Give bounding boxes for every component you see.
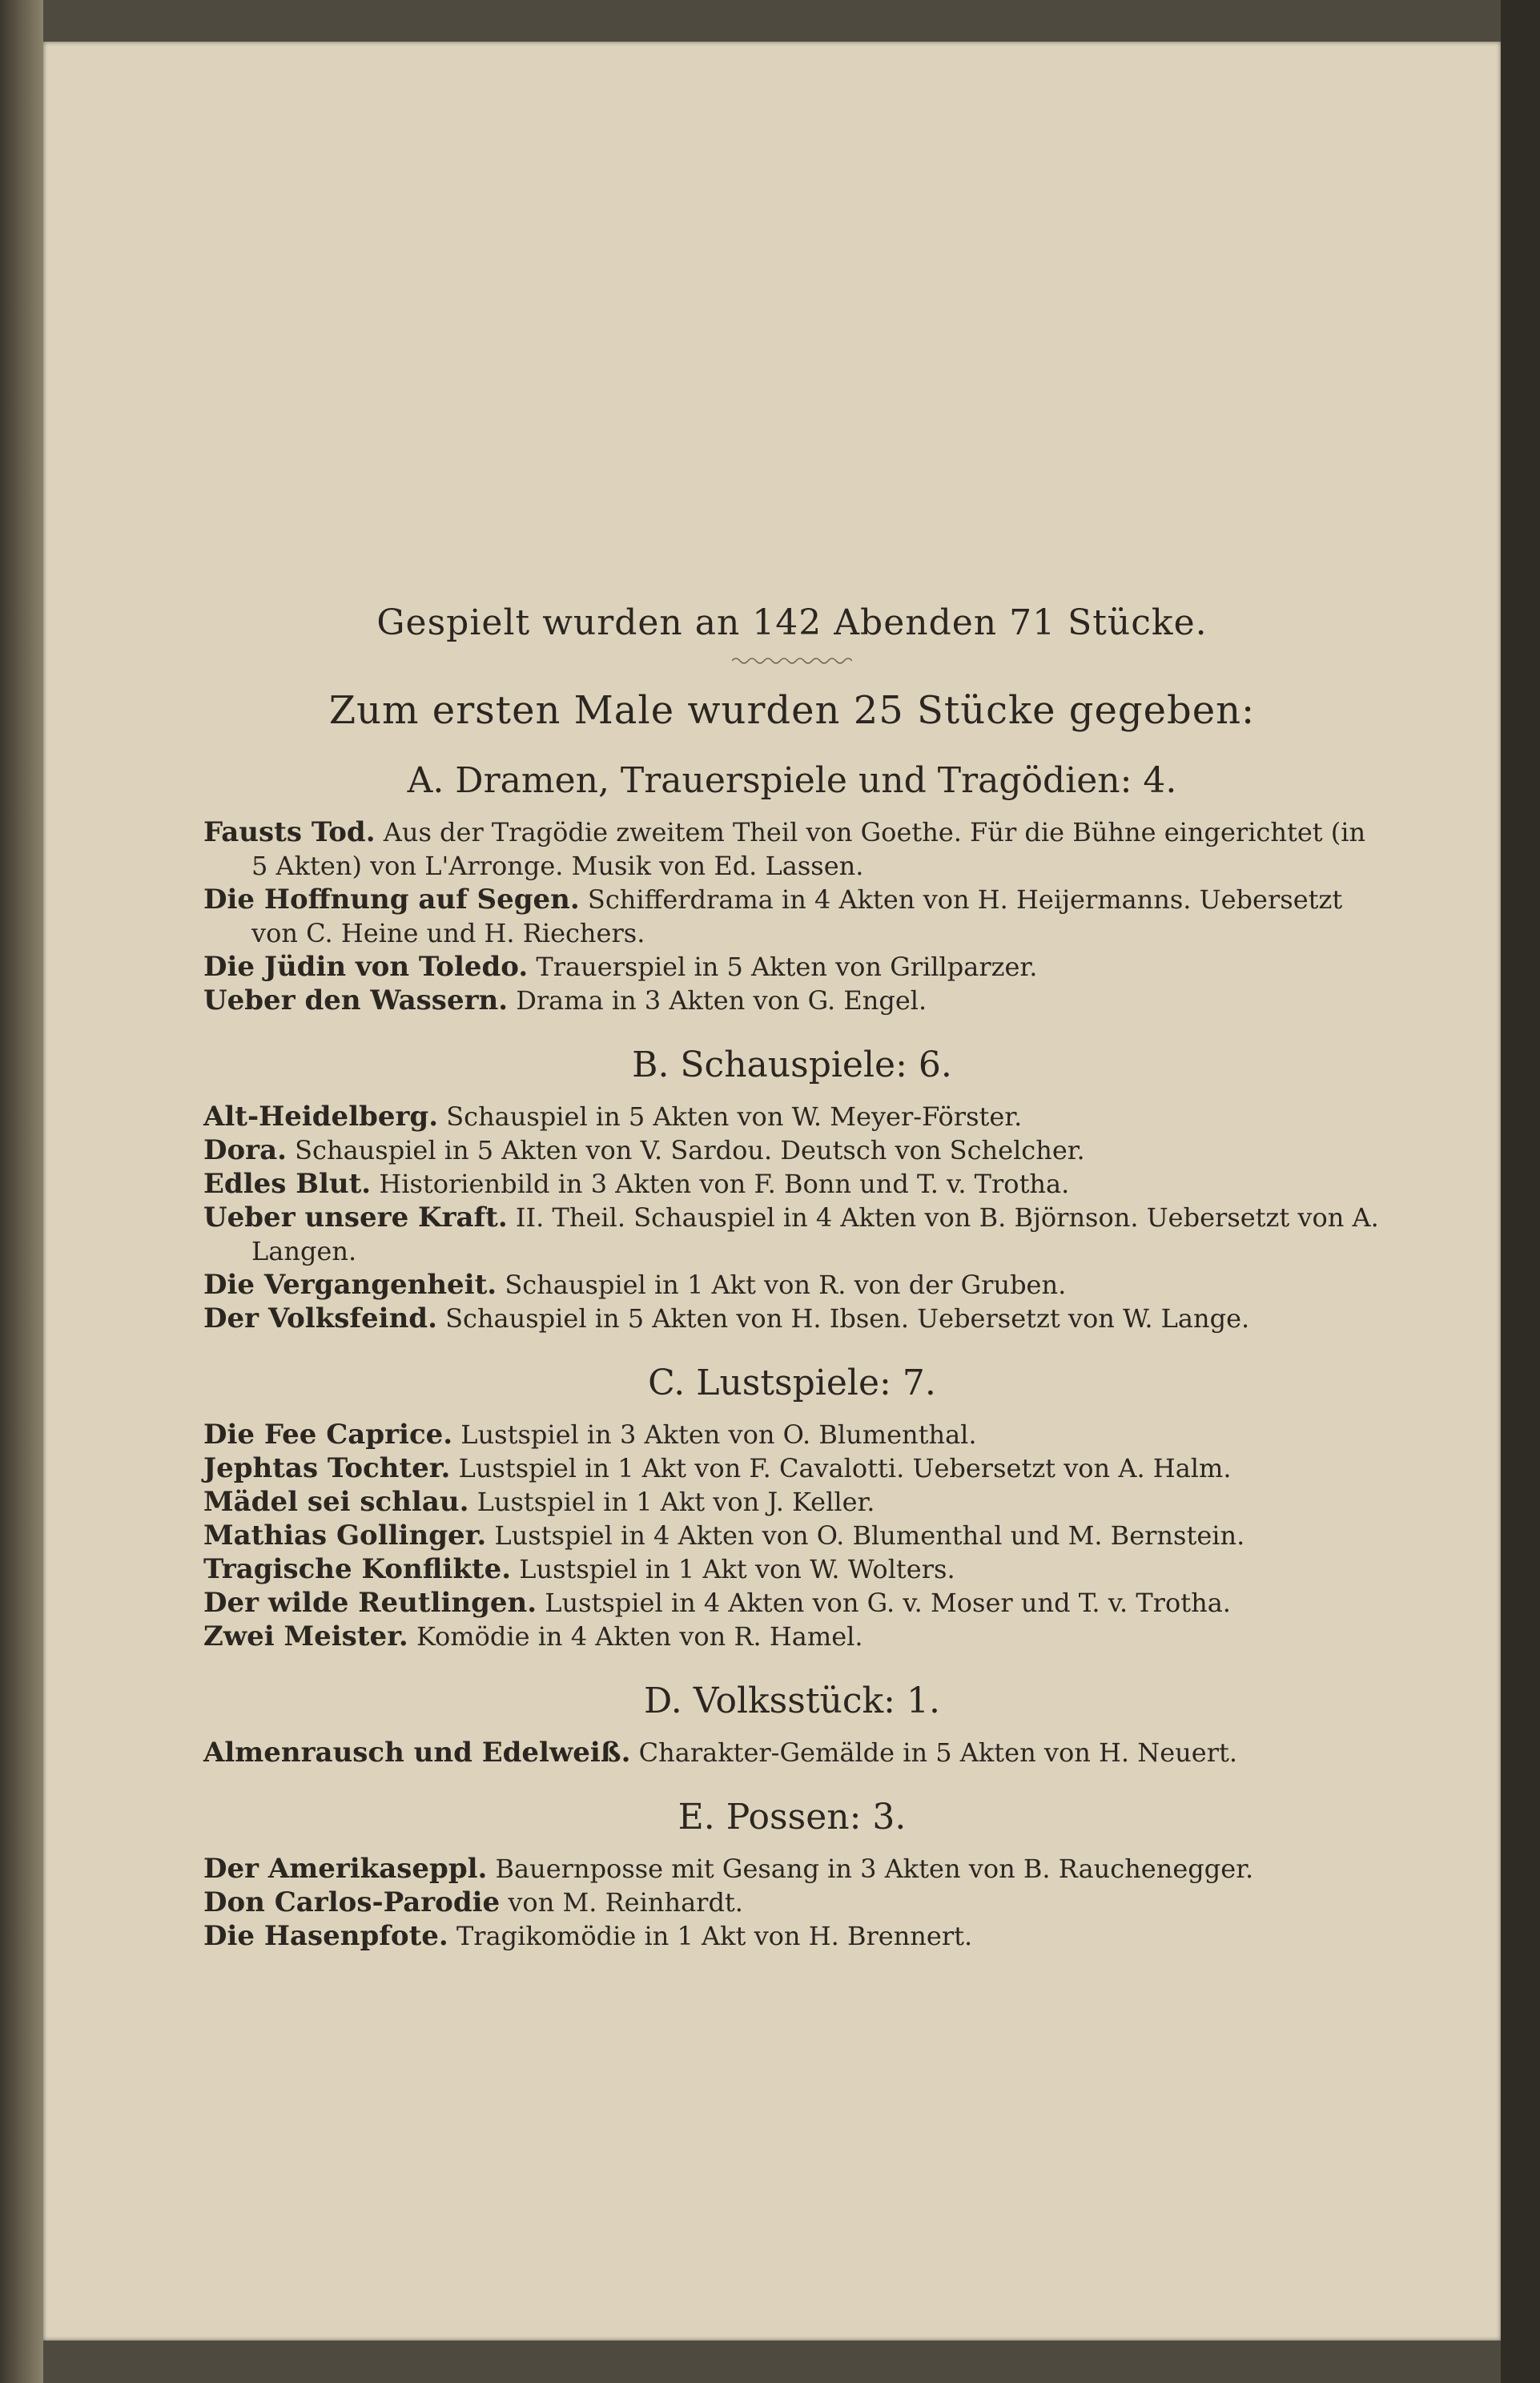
play-entry xyxy=(203,1451,1381,1485)
play-entry xyxy=(203,950,1381,984)
play-entry xyxy=(203,1852,1381,1886)
play-description: Bauernposse mit Gesang in 3 Akten von B. Rauchenegger. xyxy=(487,1854,1254,1884)
play-title: Zwei Meister. xyxy=(203,1620,408,1652)
play-entry xyxy=(203,883,1381,950)
section xyxy=(203,1045,1381,1335)
play-description: Schauspiel in 1 Akt von R. von der Gruben. xyxy=(497,1270,1067,1300)
section-heading: E. Possen: 3. xyxy=(678,1797,907,1838)
play-entry xyxy=(203,984,1381,1017)
play-title: Die Jüdin von Toledo. xyxy=(203,951,529,983)
play-entry xyxy=(203,1485,1381,1519)
play-description: Drama in 3 Akten von G. Engel. xyxy=(508,985,927,1016)
play-description: Lustspiel in 4 Akten von O. Blumenthal und M. Bernstein. xyxy=(486,1520,1245,1551)
play-title: Fausts Tod. xyxy=(203,816,376,848)
section-heading: C. Lustspiele: 7. xyxy=(648,1363,936,1403)
play-description: Tragikomödie in 1 Akt von H. Brennert. xyxy=(448,1921,973,1951)
section-heading: B. Schauspiele: 6. xyxy=(632,1045,952,1085)
play-entry xyxy=(203,1167,1381,1201)
scan-background xyxy=(1501,0,1540,2383)
play-description: Schifferdrama in 4 Akten von H. Heijermanns. Uebersetzt von C. Heine und H. Riechers. xyxy=(251,884,1343,948)
play-description: Schauspiel in 5 Akten von V. Sardou. Deutsch von Schelcher. xyxy=(286,1135,1085,1165)
ornament-squiggle xyxy=(732,654,852,667)
play-entry xyxy=(203,1268,1381,1302)
intro-line: Gespielt wurden an 142 Abenden 71 Stücke. xyxy=(376,602,1208,643)
play-title: Der wilde Reutlingen. xyxy=(203,1587,537,1619)
play-entry xyxy=(203,1586,1381,1620)
play-description: Schauspiel in 5 Akten von W. Meyer-Förster. xyxy=(438,1101,1023,1132)
play-title: Mädel sei schlau. xyxy=(203,1486,469,1518)
play-description: Lustspiel in 1 Akt von J. Keller. xyxy=(468,1487,875,1517)
play-entry xyxy=(203,1886,1381,1919)
play-title: Der Amerikaseppl. xyxy=(203,1853,488,1885)
play-description: Komödie in 4 Akten von R. Hamel. xyxy=(408,1621,863,1652)
play-title: Ueber den Wassern. xyxy=(203,984,509,1016)
play-description: Lustspiel in 4 Akten von G. v. Moser und T. v. Trotha. xyxy=(537,1588,1231,1618)
play-entry xyxy=(203,1302,1381,1335)
play-title: Ueber unsere Kraft. xyxy=(203,1202,508,1234)
play-description: Lustspiel in 1 Akt von W. Wolters. xyxy=(511,1554,955,1584)
section xyxy=(203,760,1381,1017)
section xyxy=(203,1363,1381,1653)
play-entry xyxy=(203,1418,1381,1451)
play-title: Edles Blut. xyxy=(203,1168,372,1200)
play-title: Dora. xyxy=(203,1134,287,1166)
play-title: Almenrausch und Edelweiß. xyxy=(203,1737,631,1769)
play-description: Lustspiel in 3 Akten von O. Blumenthal. xyxy=(452,1419,977,1450)
play-title: Jephtas Tochter. xyxy=(203,1452,451,1484)
play-title: Don Carlos-Parodie xyxy=(203,1886,501,1918)
play-description: II. Theil. Schauspiel in 4 Akten von B. Björnson. Uebersetzt von A. Langen. xyxy=(251,1202,1379,1266)
play-entry xyxy=(203,1201,1381,1268)
play-description: Historienbild in 3 Akten von F. Bonn und T. v. Trotha. xyxy=(371,1169,1070,1199)
play-entry xyxy=(203,815,1381,883)
play-title: Die Fee Caprice. xyxy=(203,1419,453,1451)
play-entry xyxy=(203,1519,1381,1552)
play-entry xyxy=(203,1100,1381,1133)
section xyxy=(203,1797,1381,1953)
play-title: Die Vergangenheit. xyxy=(203,1269,497,1301)
play-title: Tragische Konflikte. xyxy=(203,1553,512,1585)
play-title: Mathias Gollinger. xyxy=(203,1520,487,1552)
play-entry xyxy=(203,1736,1381,1769)
subtitle: Zum ersten Male wurden 25 Stücke gegeben: xyxy=(328,688,1256,733)
section-heading: A. Dramen, Trauerspiele und Tragödien: 4. xyxy=(407,760,1177,801)
play-title: Alt-Heidelberg. xyxy=(203,1101,439,1133)
section-heading: D. Volksstück: 1. xyxy=(644,1681,940,1721)
play-title: Die Hoffnung auf Segen. xyxy=(203,884,580,916)
page-content xyxy=(203,554,1381,1953)
play-description: Trauerspiel in 5 Akten von Grillparzer. xyxy=(528,952,1038,982)
play-description: von M. Reinhardt. xyxy=(500,1887,743,1918)
play-title: Die Hasenpfote. xyxy=(203,1920,448,1952)
sections-list xyxy=(203,760,1381,1953)
play-description: Lustspiel in 1 Akt von F. Cavalotti. Uebersetzt von A. Halm. xyxy=(450,1453,1232,1483)
book-spine-edge xyxy=(0,0,43,2383)
play-description: Schauspiel in 5 Akten von H. Ibsen. Uebersetzt von W. Lange. xyxy=(436,1303,1250,1334)
play-entry xyxy=(203,1552,1381,1586)
play-entry xyxy=(203,1133,1381,1167)
play-title: Der Volksfeind. xyxy=(203,1302,437,1334)
section xyxy=(203,1681,1381,1769)
play-description: Aus der Tragödie zweitem Theil von Goethe. Für die Bühne eingerichtet (in 5 Akten) von L'Arronge. Musik von Ed. Lassen. xyxy=(251,817,1366,881)
play-entry xyxy=(203,1620,1381,1653)
document-page xyxy=(43,42,1501,2341)
play-entry xyxy=(203,1919,1381,1953)
play-description: Charakter-Gemälde in 5 Akten von H. Neuert. xyxy=(630,1737,1238,1768)
